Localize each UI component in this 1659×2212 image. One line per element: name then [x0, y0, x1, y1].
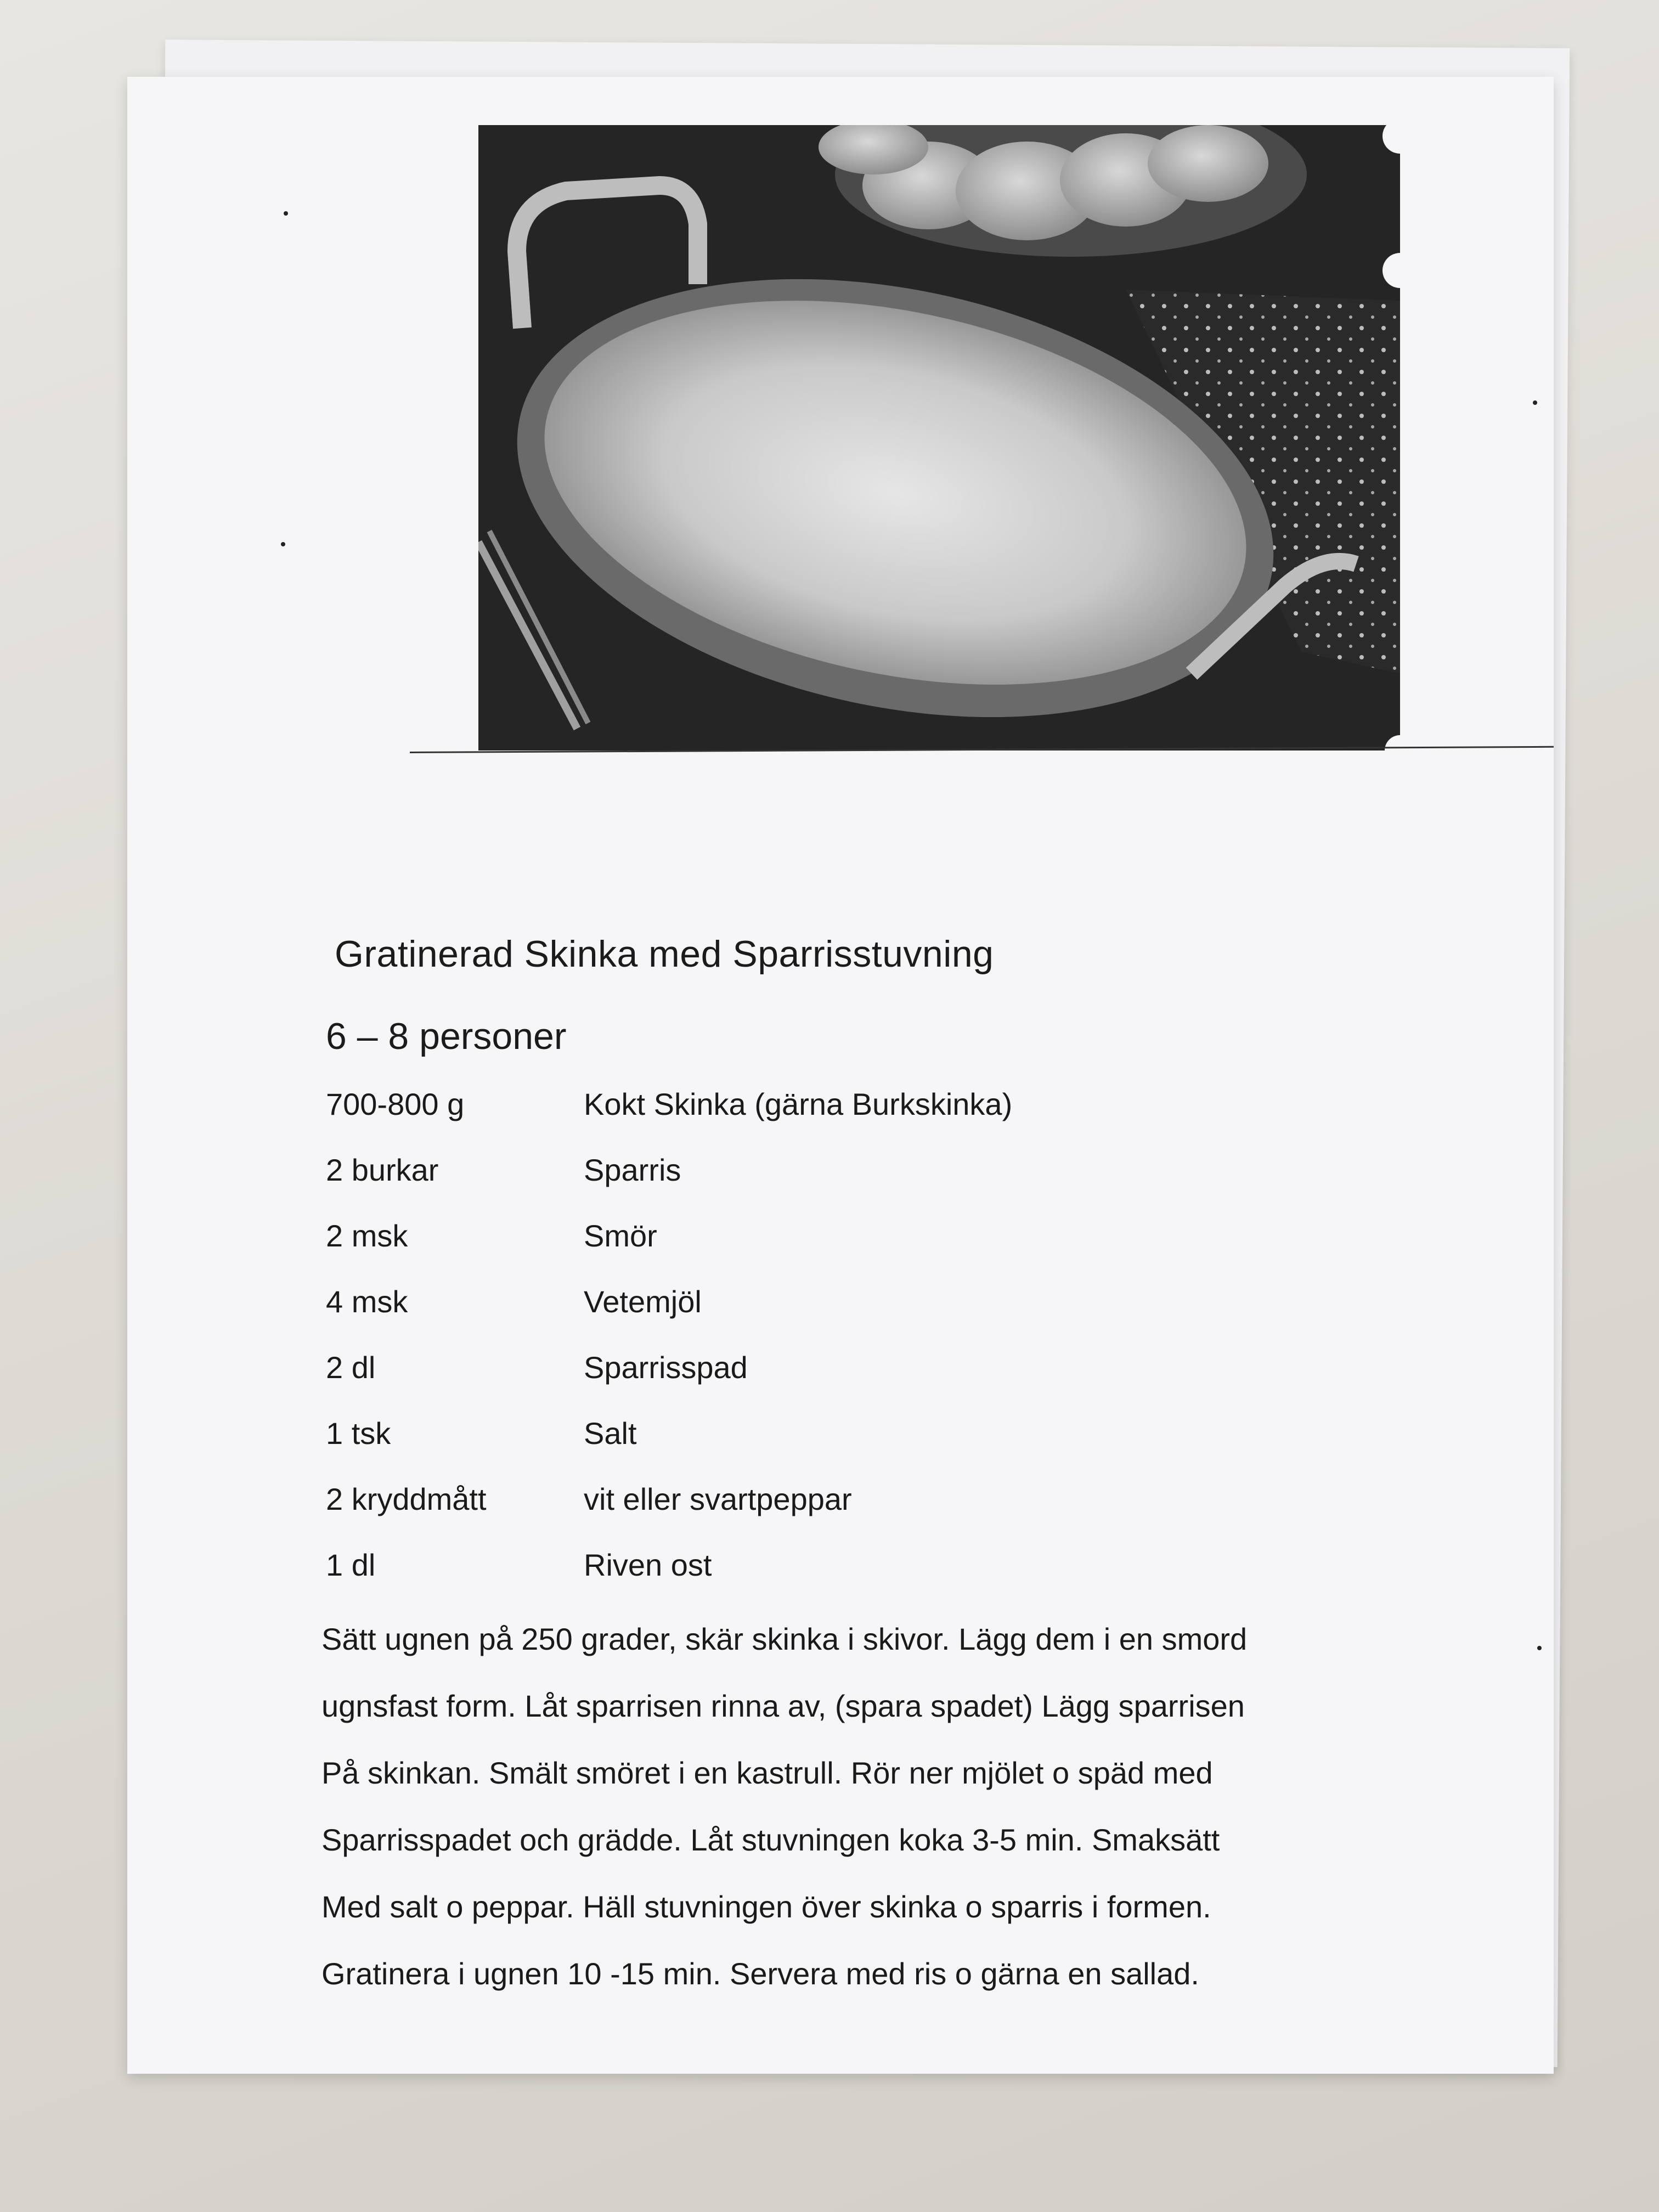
instruction-line: Gratinera i ugnen 10 -15 min. Servera med ris o gärna en sallad.	[321, 1956, 1199, 1991]
instruction-line: På skinkan. Smält smöret i en kastrull. Rör ner mjölet o späd med	[321, 1756, 1213, 1790]
instruction-line: Med salt o peppar. Häll stuvningen över skinka o sparris i formen.	[321, 1889, 1211, 1924]
print-speck	[1533, 400, 1537, 405]
instruction-line: Sparrisspadet och grädde. Låt stuvningen koka 3-5 min. Smaksätt	[321, 1822, 1220, 1857]
ingredient-row	[326, 1547, 1368, 1613]
instruction-line: Sätt ugnen på 250 grader, skär skinka i skivor. Lägg dem i en smord	[321, 1622, 1248, 1656]
ingredient-qty: 2 dl	[326, 1350, 376, 1385]
ingredient-name: vit eller svartpeppar	[584, 1482, 852, 1516]
ingredient-row	[326, 1284, 1368, 1350]
ingredient-name: Kokt Skinka (gärna Burkskinka)	[584, 1087, 1013, 1121]
ingredient-row	[326, 1086, 1368, 1152]
ingredient-row	[326, 1152, 1368, 1218]
ingredient-name: Riven ost	[584, 1548, 712, 1582]
servings: 6 – 8 personer	[326, 1015, 567, 1057]
ingredient-name: Smör	[584, 1218, 657, 1253]
instructions	[321, 1621, 1474, 2023]
ingredient-row	[326, 1218, 1368, 1284]
ingredient-qty: 1 tsk	[326, 1416, 391, 1451]
ingredient-qty: 700-800 g	[326, 1087, 465, 1121]
ingredient-qty: 2 kryddmått	[326, 1482, 487, 1516]
recipe-title: Gratinerad Skinka med Sparrisstuvning	[335, 933, 994, 975]
ingredient-row	[326, 1481, 1368, 1547]
ingredient-qty: 2 msk	[326, 1218, 408, 1253]
ingredient-qty: 1 dl	[326, 1548, 376, 1582]
ingredient-name: Sparrisspad	[584, 1350, 748, 1385]
recipe-page	[127, 77, 1554, 2074]
ingredient-list	[326, 1086, 1368, 1613]
ingredient-qty: 4 msk	[326, 1284, 408, 1319]
ingredient-qty: 2 burkar	[326, 1153, 439, 1187]
ingredient-name: Salt	[584, 1416, 637, 1451]
print-speck	[284, 211, 288, 216]
gratin-dish-photo	[478, 125, 1400, 751]
print-speck	[281, 542, 285, 546]
ingredient-name: Sparris	[584, 1153, 681, 1187]
ingredient-row	[326, 1350, 1368, 1415]
print-speck	[1537, 1646, 1542, 1650]
instruction-line: ugnsfast form. Låt sparrisen rinna av, (spara spadet) Lägg sparrisen	[321, 1689, 1245, 1723]
ingredient-row	[326, 1415, 1368, 1481]
ingredient-name: Vetemjöl	[584, 1284, 702, 1319]
